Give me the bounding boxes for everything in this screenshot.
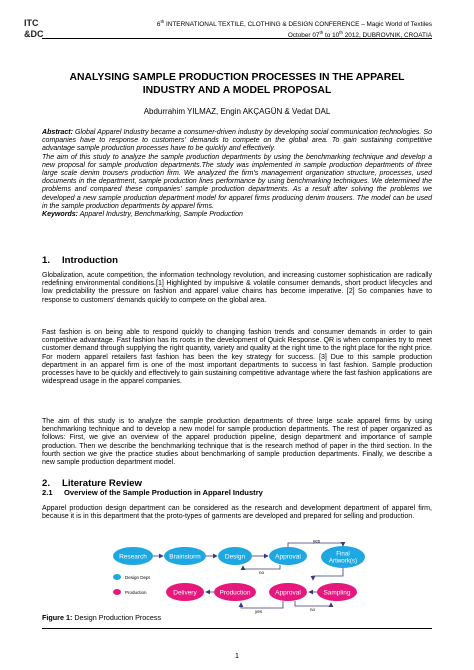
node-delivery: [166, 583, 204, 601]
conference-header: [102, 18, 432, 40]
node-approval-bottom: [269, 583, 307, 601]
svg-text:Approval: Approval: [275, 553, 301, 561]
node-approval-top: [269, 547, 307, 565]
abstract-para-1: Abstract: Global Apparel Industry became a consumer-driven industry by developing social communication technologies. So companies have to response to customers' demands to compete on the global area. To gain sustaining competitive advantage sample production processes have to be quickly and effectively.: [42, 129, 432, 153]
page-number: 1: [234, 651, 240, 660]
paper-title: ANALYSING SAMPLE PRODUCTION PROCESSES IN THE APPAREL INDUSTRY AND A MODEL PROPOSAL: [69, 72, 405, 96]
section-1-heading: 1. Introduction: [42, 255, 118, 266]
node-sampling: [317, 583, 357, 601]
conference-line-1: 6th INTERNATIONAL TEXTILE, CLOTHING & DESIGN CONFERENCE – Magic World of Textiles: [156, 19, 432, 29]
svg-text:Brainstorm: Brainstorm: [169, 553, 201, 561]
legend-design-label: Design Dept: [125, 575, 150, 580]
section-2-para-1: Apparel production design department can be considered as the research and development department of apparel firm, because it is in this department that the proto-types of garments are developed and prepared for selling and production.: [42, 505, 432, 521]
legend: [113, 574, 151, 595]
node-design: [218, 547, 252, 565]
svg-text:&DC: &DC: [24, 29, 44, 39]
section-1-para-1: Globalization, acute competition, the information technology revolution, and increasing customer sophistication are radically redefining environmental conditions.[1] Highlighted by impulsive & volatile consumer demands, short product lifecycles and low predictability the pressure on fashion and apparel value chains has become imperative. [2] So companies have to response to customers' demands quickly to compete on the global area.: [42, 272, 432, 304]
conference-logo: [22, 16, 52, 40]
abstract: [42, 129, 432, 219]
arrow-approval-sampling-no: [295, 601, 331, 606]
conference-line-2: October 07th to 10th 2012, DUBROVNIK, CROATIA: [287, 30, 432, 40]
edge-label-yes-bottom: yes: [255, 609, 263, 614]
node-research: [113, 547, 153, 565]
legend-design-swatch: [113, 574, 121, 580]
svg-text:Approval: Approval: [275, 589, 301, 597]
arrow-approval-design-no: [243, 565, 280, 569]
section-2-1-heading: 2.1 Overview of the Sample Production in Apparel Industry: [42, 488, 263, 497]
paper-authors: Abdurrahim YILMAZ, Engin AKÇAGÜN & Vedat DAL: [143, 107, 331, 116]
node-final-artworks: [321, 546, 365, 568]
arrow-final-sampling: [313, 568, 343, 580]
svg-text:Production: Production: [219, 589, 251, 597]
node-production: [214, 583, 256, 601]
svg-text:Sampling: Sampling: [323, 589, 351, 597]
legend-production-label: Production: [125, 590, 147, 595]
svg-text:Research: Research: [119, 553, 147, 561]
arrow-approval-production-yes: [241, 601, 283, 608]
edge-label-yes-top: yes: [313, 540, 321, 544]
design-production-diagram: [105, 540, 370, 618]
section-1-para-2: Fast fashion is on being able to respond quickly to changing fashion trends and consumer demands in order to gain competitive advantage. Fast fashion has its roots in the development of Quick Response. QR is when companies try to meet customer demand through supplying the right quantity, variety and quality at the right time to the right place for the right price. For modern apparel retailers fast fashion has been the key strategy for success. [3] Due to this sample production department in an apparel firm is one of the most important departments to success in fast fashion. Sample production processes have to be quickly and effectively to gain sustaining competitive advantage where the fast fashion applications are widespread usage in the apparel companies.: [42, 329, 432, 386]
svg-text:ITC: ITC: [24, 18, 39, 28]
edge-label-no-bottom: no: [310, 607, 316, 612]
keywords: Keywords: Apparel Industry, Benchmarking, Sample Production: [42, 211, 243, 219]
section-1-para-3: The aim of this study is to analyze the sample production departments of three large scale apparel firms by using benchmarking technique and to develop a new model for sample production departments. The rest of paper organized as follows: First, we give an overview of the apparel production pipeline, design department and importance of sample production. Then we describe the benchmarking technique that is the research method of paper in the third section. In the fourth section we give the practice studies about benchmarking of sample production departments. Finally, we describe a new sample production department model.: [42, 418, 432, 467]
arrow-approval-final: [288, 543, 343, 547]
svg-text:Final: Final: [336, 550, 350, 558]
header-rule: [42, 38, 432, 39]
footer-rule: [42, 628, 432, 629]
section-2-heading: 2. Literature Review: [42, 478, 142, 489]
abstract-para-2: The aim of this study to analyze the sample production departments by using the benchmarking technique and develop a new proposal for sample production departments.The study was implemented in sample production departments of three large scale denim trousers production firm. We analyzed the firm's management organization structure, processes, used documents in the department, sample production lines performance by using benchmarking techniques. We determined the problems and compared these companies' sample production departments. As a result after solving the problems we developed a new sample production department model for apparel firms producing denim trousers. The model can be used in the sample production departments by apparel firms.: [42, 153, 432, 210]
svg-text:Artwork(s): Artwork(s): [328, 557, 358, 565]
figure-caption: Figure 1: Design Production Process: [42, 613, 162, 622]
node-brainstorm: [164, 547, 206, 565]
edge-label-no-top: no: [259, 570, 265, 575]
legend-production-swatch: [113, 589, 121, 595]
svg-text:Delivery: Delivery: [173, 589, 197, 597]
svg-text:Design: Design: [224, 553, 246, 561]
